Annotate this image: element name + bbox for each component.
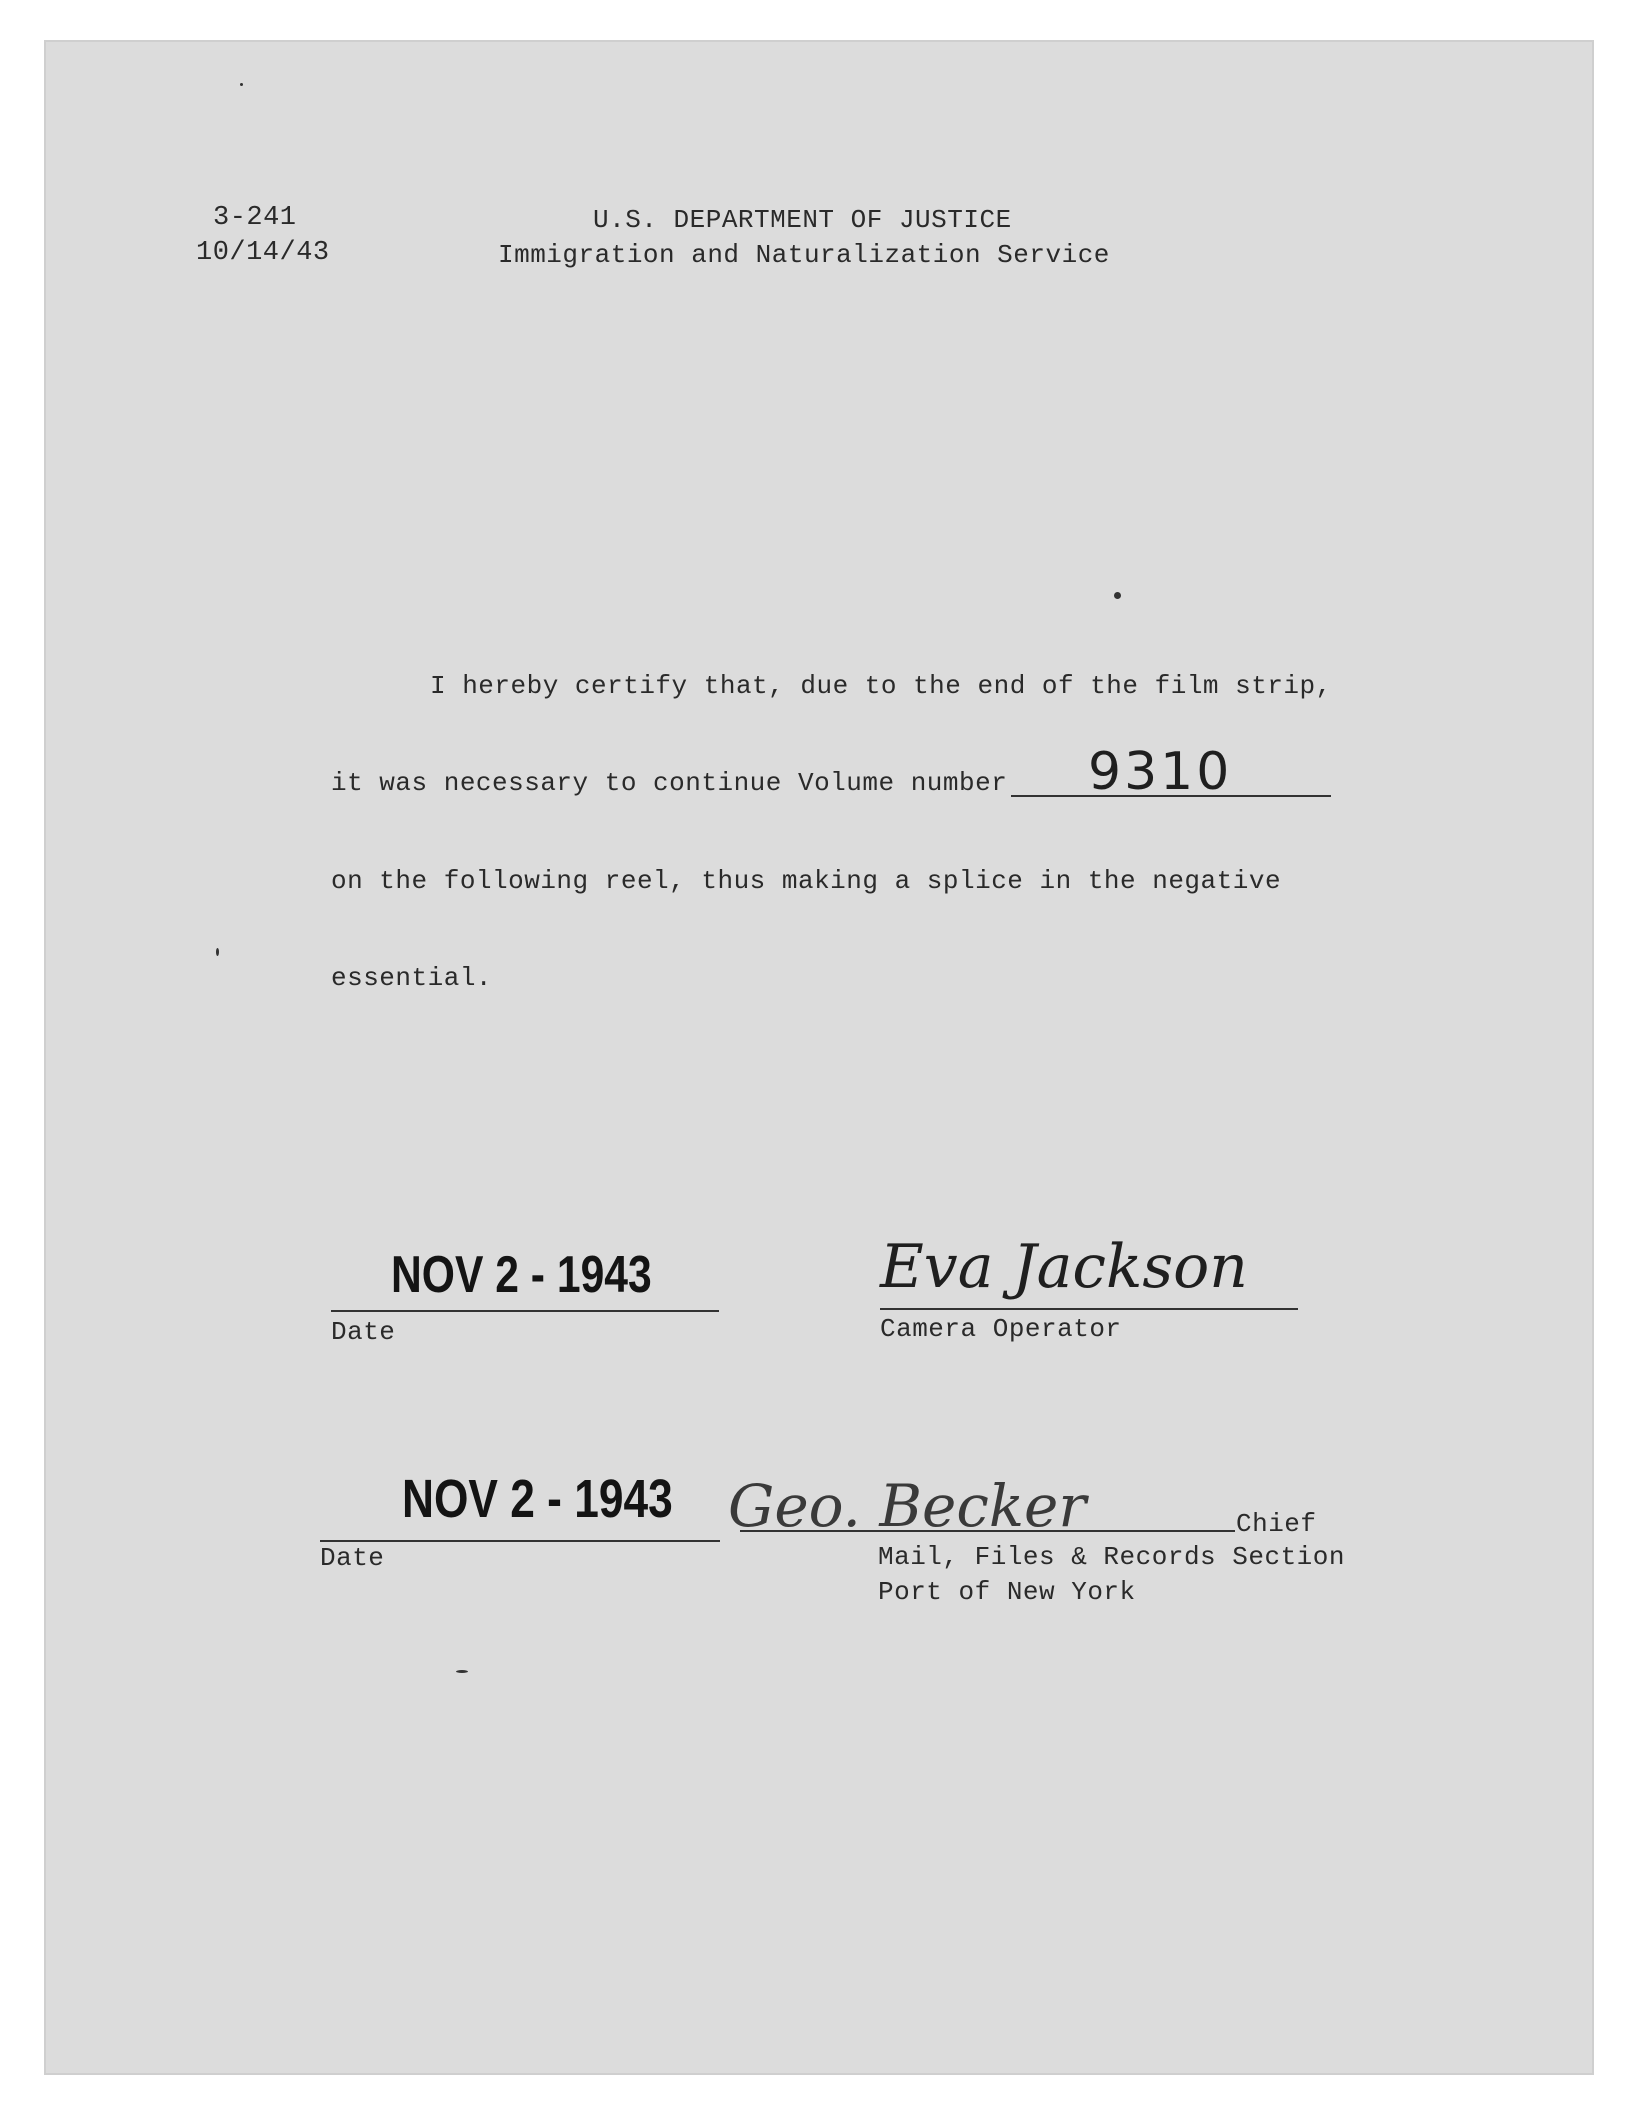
body-line-4: essential.: [331, 963, 493, 993]
chief-signature: Geo. Becker: [728, 1472, 1087, 1540]
agency-title: U.S. DEPARTMENT OF JUSTICE: [593, 205, 1012, 235]
division-title: Mail, Files & Records Section: [878, 1542, 1345, 1572]
date-label-2: Date: [320, 1543, 385, 1573]
scan-speck: [1114, 592, 1121, 599]
document-page: [44, 40, 1594, 2075]
volume-number: 9310: [1088, 742, 1233, 802]
body-line-3: on the following reel, thus making a splice in the negative: [331, 866, 1282, 896]
date-stamp-1: NOV 2 - 1943: [391, 1246, 652, 1304]
signature-line-1: [880, 1308, 1298, 1310]
form-date: 10/14/43: [196, 238, 330, 268]
body-line-1: I hereby certify that, due to the end of the film strip,: [430, 671, 1332, 701]
body-line-2: it was necessary to continue Volume number: [331, 768, 1008, 798]
chief-title: Chief: [1236, 1509, 1317, 1539]
scan-speck: [240, 83, 243, 86]
scan-speck: [456, 1670, 468, 1673]
signature-line-2: [740, 1530, 1235, 1532]
date-label-1: Date: [331, 1317, 396, 1347]
scan-speck: [216, 948, 219, 956]
port-title: Port of New York: [878, 1577, 1136, 1607]
service-title: Immigration and Naturalization Service: [498, 240, 1110, 270]
date-line-1: [331, 1310, 719, 1312]
date-stamp-2: NOV 2 - 1943: [402, 1469, 673, 1529]
camera-operator-label: Camera Operator: [880, 1314, 1122, 1344]
form-number: 3-241: [213, 203, 297, 233]
date-line-2: [320, 1540, 720, 1542]
camera-operator-signature: Eva Jackson: [880, 1232, 1248, 1302]
